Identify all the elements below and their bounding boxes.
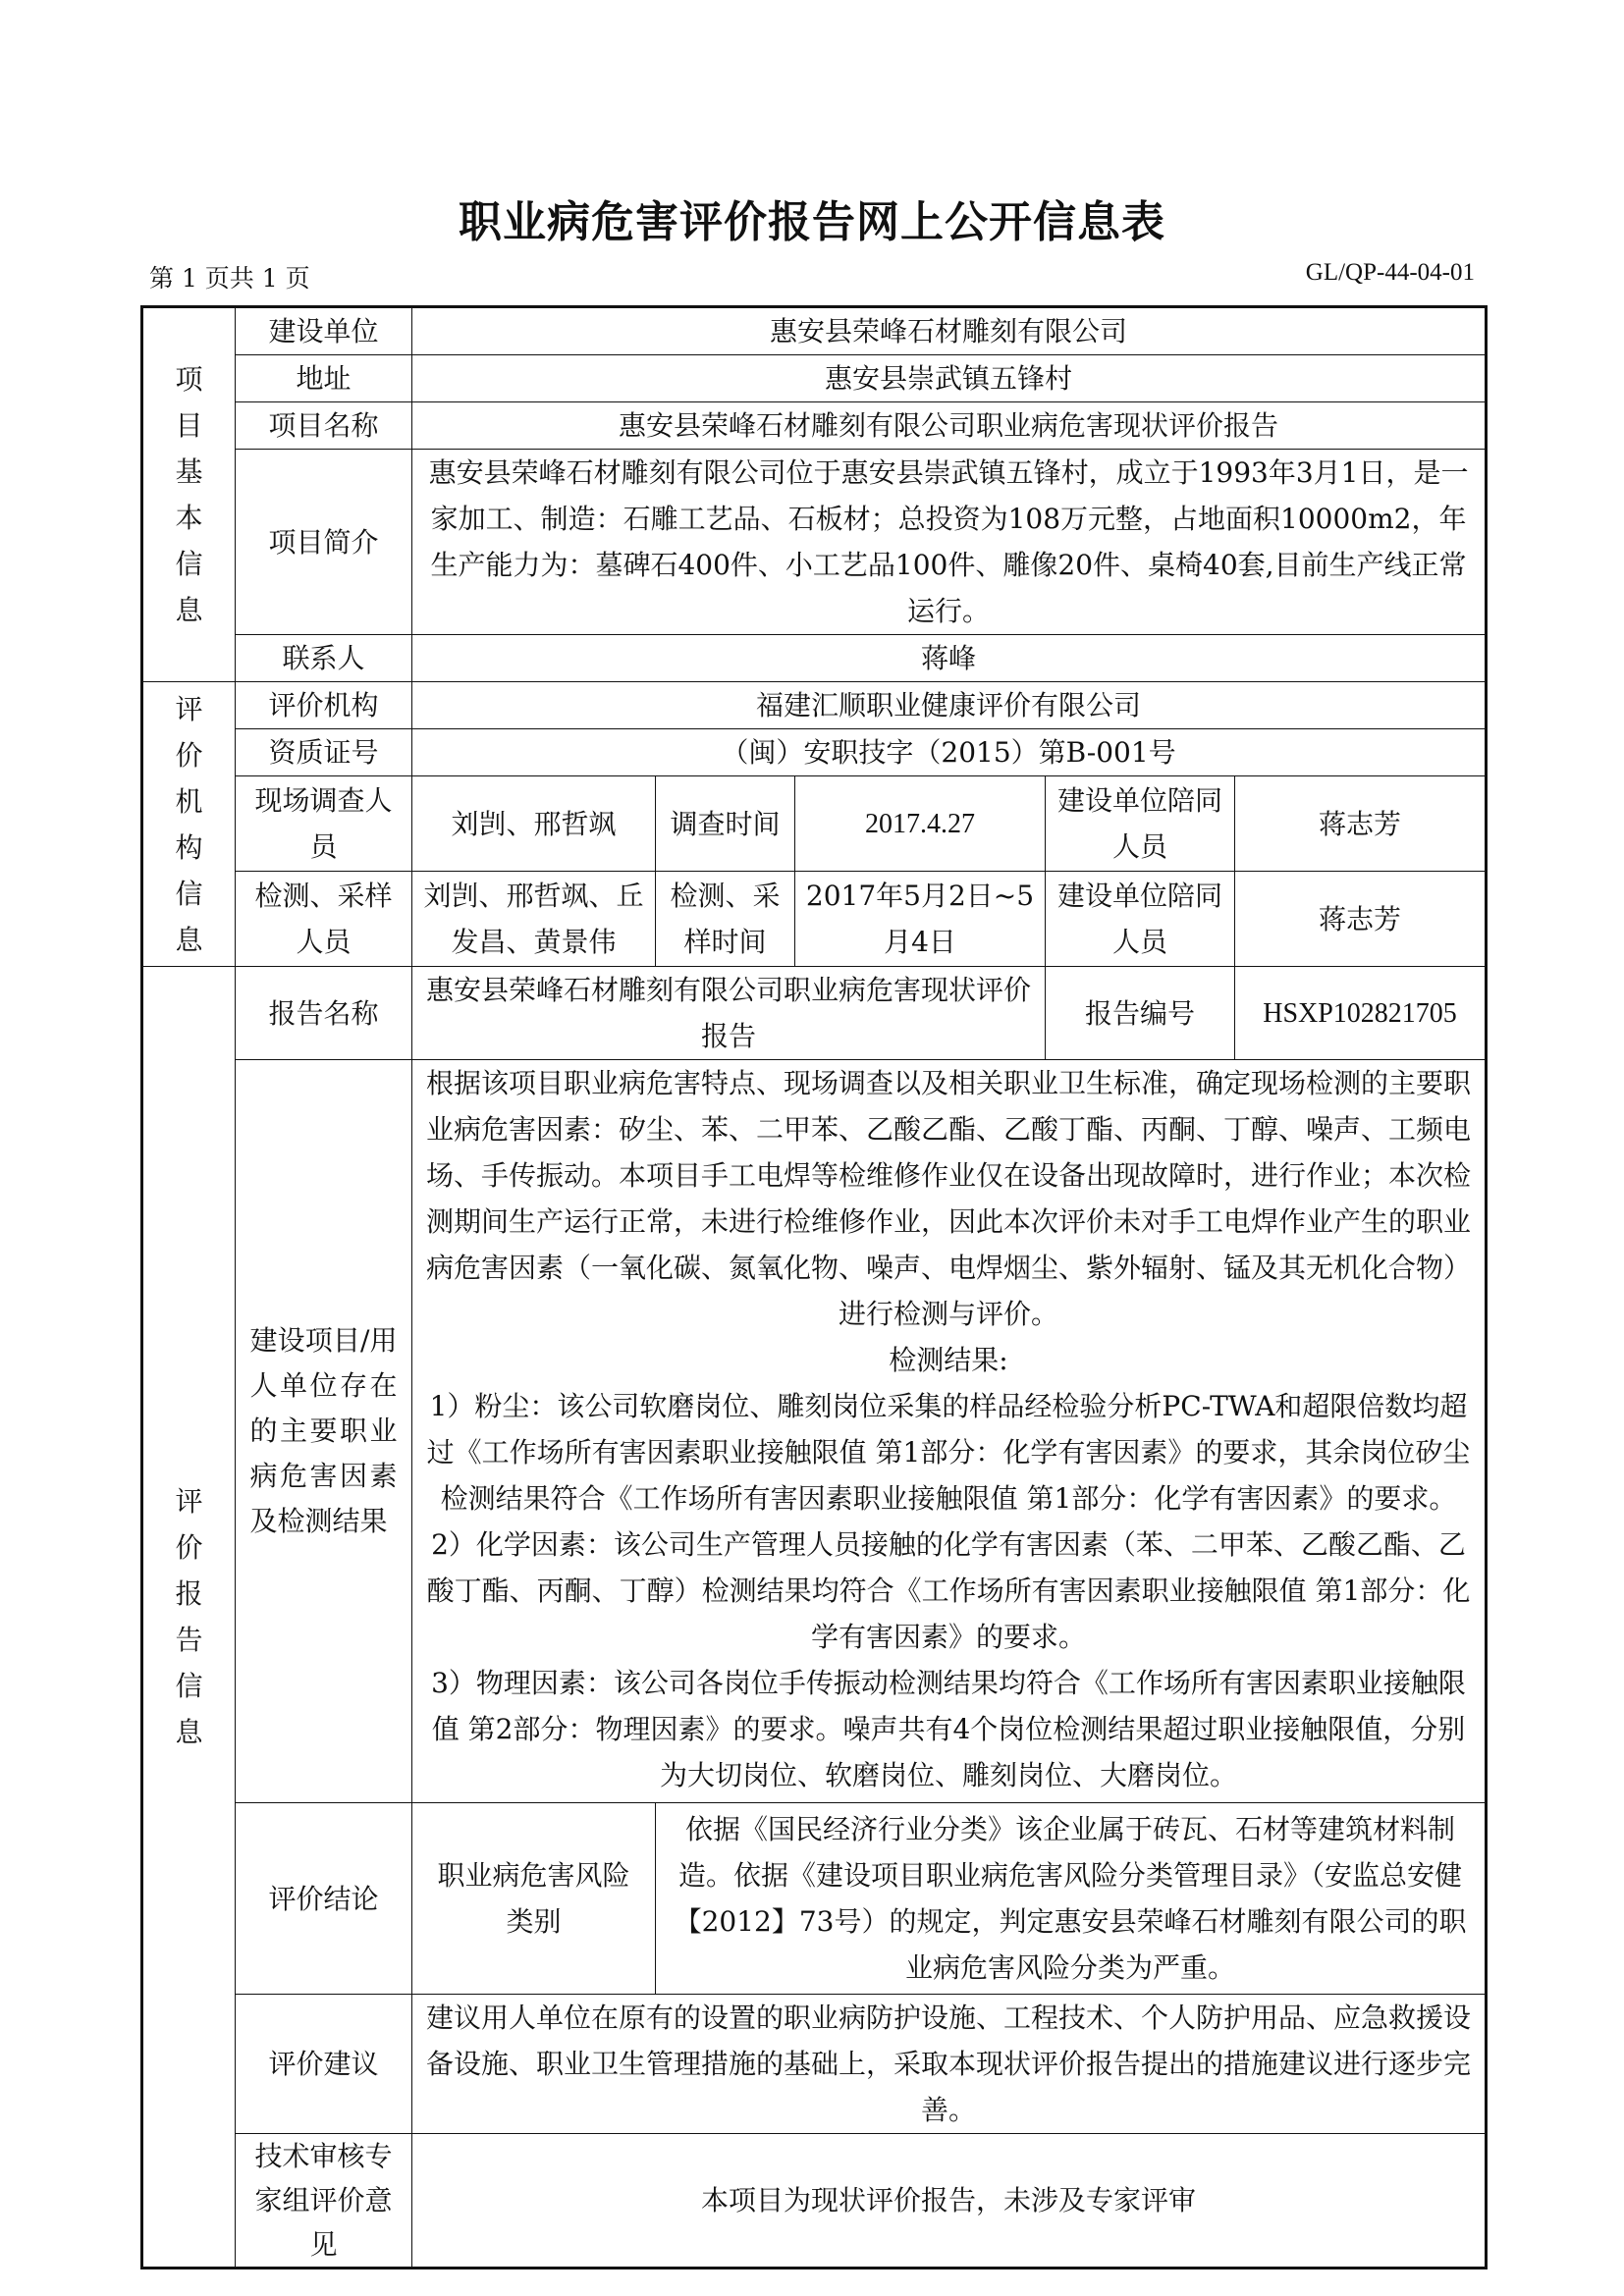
value-report-name: 惠安县荣峰石材雕刻有限公司职业病危害现状评价报告 [412,967,1046,1060]
row-expert [142,2134,1487,2269]
value-accompany: 蒋志芳 [1235,776,1487,872]
value-sampling-time: 2017年5月2日~5月4日 [795,872,1046,967]
row-conclusion [142,1803,1487,1995]
value-agency: 福建汇顺职业健康评价有限公司 [412,682,1487,729]
value-survey-staff: 刘剀、邢哲飒 [412,776,656,872]
row-project-name [142,402,1487,450]
label-contact: 联系人 [236,635,412,682]
label-risk: 职业病危害风险类别 [412,1803,656,1995]
value-survey-time: 2017.4.27 [795,776,1046,872]
row-agency [142,682,1487,729]
label-accompany: 建设单位陪同人员 [1046,776,1235,872]
value-accompany-2: 蒋志芳 [1235,872,1487,967]
row-survey [142,776,1487,872]
section-project: 项目基本信息 [142,307,236,682]
value-risk: 依据《国民经济行业分类》该企业属于砖瓦、石材等建筑材料制造。依据《建设项目职业病危害风险分类管理目录》（安监总安健【2012】73号）的规定，判定惠安县荣峰石材雕刻有限公司的职业病危害风险分类为严重。 [656,1803,1487,1995]
row-hazards [142,1060,1487,1803]
value-hazards [412,1060,1487,1803]
row-address [142,355,1487,402]
value-unit: 惠安县荣峰石材雕刻有限公司 [412,307,1487,355]
hazards-physical: 3）物理因素：该公司各岗位手传振动检测结果均符合《工作场所有害因素职业接触限值 第2部分：物理因素》的要求。噪声共有4个岗位检测结果超过职业接触限值，分别为大切岗位、软磨岗位、雕刻岗位、大磨岗位。 [431,1667,1466,1791]
value-advice: 建议用人单位在原有的设置的职业病防护设施、工程技术、个人防护用品、应急救援设备设施、职业卫生管理措施的基础上，采取本现状评价报告提出的措施建议进行逐步完善。 [412,1995,1487,2134]
value-cert: （闽）安职技字（2015）第B-001号 [412,729,1487,776]
label-unit: 建设单位 [236,307,412,355]
value-contact: 蒋峰 [412,635,1487,682]
label-advice: 评价建议 [236,1995,412,2134]
label-project-name: 项目名称 [236,402,412,450]
label-survey-staff: 现场调查人员 [236,776,412,872]
value-report-no: HSXP102821705 [1235,967,1487,1060]
page-indicator: 第 1 页共 1 页 [149,264,310,293]
hazards-dust: 1）粉尘：该公司软磨岗位、雕刻岗位采集的样品经检验分析PC-TWA和超限倍数均超过《工作场所有害因素职业接触限值 第1部分：化学有害因素》的要求，其余岗位矽尘检测结果符合《工作场所有害因素职业接触限值 第1部分：化学有害因素》的要求。 [426,1390,1471,1515]
label-agency: 评价机构 [236,682,412,729]
label-intro: 项目简介 [236,450,412,635]
info-table [140,305,1488,2269]
value-expert: 本项目为现状评价报告，未涉及专家评审 [412,2134,1487,2269]
label-hazards: 建设项目/用人单位存在的主要职业病危害因素及检测结果 [236,1060,412,1803]
hazards-results-heading: 检测结果: [889,1344,1008,1376]
label-survey-time: 调查时间 [656,776,795,872]
label-accompany-2: 建设单位陪同人员 [1046,872,1235,967]
hazards-paragraph: 根据该项目职业病危害特点、现场调查以及相关职业卫生标准，确定现场检测的主要职业病危害因素：矽尘、苯、二甲苯、乙酸乙酯、乙酸丁酯、丙酮、丁醇、噪声、工频电场、手传振动。本项目手工电焊等检维修作业仅在设备出现故障时，进行作业；本次检测期间生产运行正常，未进行检维修作业，因此本次评价未对手工电焊作业产生的职业病危害因素（一氧化碳、氮氧化物、噪声、电焊烟尘、紫外辐射、锰及其无机化合物）进行检测与评价。 [426,1067,1472,1330]
section-agency: 评价机构信息 [142,682,236,967]
label-report-no: 报告编号 [1046,967,1235,1060]
value-intro: 惠安县荣峰石材雕刻有限公司位于惠安县崇武镇五锋村，成立于1993年3月1日，是一家加工、制造：石雕工艺品、石板材；总投资为108万元整，占地面积10000m2，年生产能力为：墓碑石400件、小工艺品100件、雕像20件、桌椅40套,目前生产线正常运行。 [412,450,1487,635]
label-address: 地址 [236,355,412,402]
section-report: 评价报告信息 [142,967,236,2269]
row-intro [142,450,1487,635]
hazards-chemical: 2）化学因素：该公司生产管理人员接触的化学有害因素（苯、二甲苯、乙酸乙酯、乙酸丁酯、丙酮、丁醇）检测结果均符合《工作场所有害因素职业接触限值 第1部分：化学有害因素》的要求。 [426,1528,1471,1653]
row-cert [142,729,1487,776]
page-title: 职业病危害评价报告网上公开信息表 [459,197,1165,247]
doc-code: GL/QP-44-04-01 [1305,259,1475,286]
row-advice [142,1995,1487,2134]
label-sampling-time: 检测、采样时间 [656,872,795,967]
value-address: 惠安县崇武镇五锋村 [412,355,1487,402]
value-project-name: 惠安县荣峰石材雕刻有限公司职业病危害现状评价报告 [412,402,1487,450]
label-conclusion: 评价结论 [236,1803,412,1995]
label-cert: 资质证号 [236,729,412,776]
row-contact [142,635,1487,682]
label-sampling-staff: 检测、采样人员 [236,872,412,967]
row-report-name [142,967,1487,1060]
label-expert: 技术审核专家组评价意见 [236,2134,412,2269]
value-sampling-staff: 刘剀、邢哲飒、丘发昌、黄景伟 [412,872,656,967]
label-report-name: 报告名称 [236,967,412,1060]
row-sampling [142,872,1487,967]
row-unit [142,307,1487,355]
